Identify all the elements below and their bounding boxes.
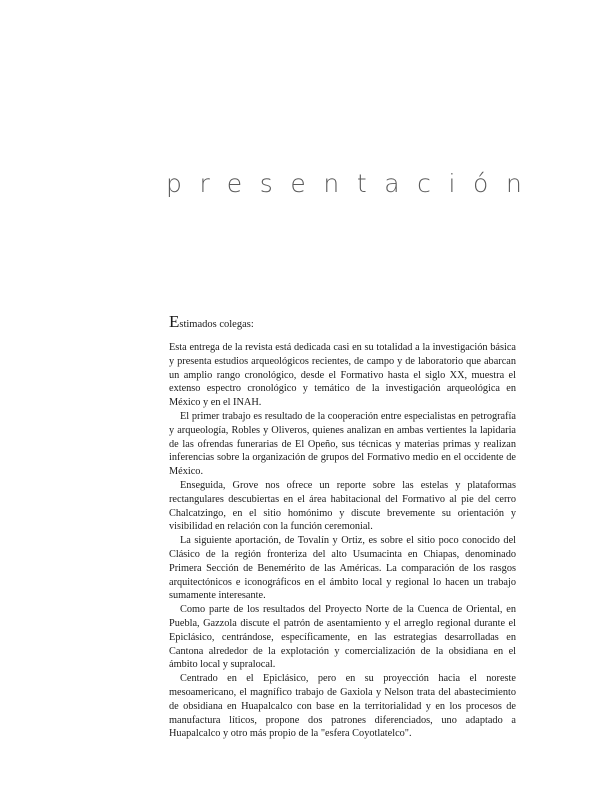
paragraph: Enseguida, Grove nos ofrece un reporte sobre las estelas y plataformas rectangulares descubiertas en el área habitacional del Formativo al pie del cerro Chalcatzingo, en el sitio homónimo y discute brevemente su orientación y visibilidad en relación con la función ceremonial.	[169, 479, 516, 533]
page-title: presentación	[166, 169, 540, 198]
paragraph: La siguiente aportación, de Tovalín y Ortiz, es sobre el sitio poco conocido del Clásico de la región fronteriza del alto Usumacinta en Chiapas, denominado Primera Sección de Benemérito de las Américas. La comparación de los rasgos arquitectónicos e iconográficos en el ámbito local y regional lo hacen un trabajo sumamente interesante.	[169, 535, 516, 602]
salutation	[169, 312, 254, 332]
body-text	[169, 341, 516, 741]
salutation-text: stimados colegas:	[179, 319, 254, 330]
paragraph: Esta entrega de la revista está dedicada casi en su totalidad a la investigación básica y presenta estudios arqueológicos recientes, de campo y de laboratorio que abarcan un amplio rango cronológico, desde el Formativo hasta el siglo XX, muestra el extenso espectro cronológico y temático de la investigación arqueológica en México y en el INAH.	[169, 342, 516, 409]
paragraph: El primer trabajo es resultado de la cooperación entre especialistas en petrografía y arqueología, Robles y Oliveros, quienes analizan en ambas vertientes la lapidaria de las ofrendas funerarias de El Opeño, sus técnicas y materias primas y realizan inferencias sobre la organización de grupos del Formativo medio en el occidente de México.	[169, 410, 516, 478]
paragraph: Centrado en el Epiclásico, pero en su proyección hacia el noreste mesoamericano, el magnífico trabajo de Gaxiola y Nelson trata del abastecimiento de obsidiana en Huapalcalco con base en la territorialidad y en los procesos de manufactura líticos, propone dos patrones diferenciados, uno adaptado a Huapalcalco y otro más propio de la "esfera Coyotlatelco".	[169, 673, 516, 740]
paragraph: Como parte de los resultados del Proyecto Norte de la Cuenca de Oriental, en Puebla, Gazzola discute el patrón de asentamiento y el arreglo regional durante el Epiclásico, centrándose, específicamente, en las estrategias desarrolladas en Cantona alrededor de la explotación y comercialización de la obsidiana en el ámbito local y supralocal.	[169, 604, 516, 671]
salutation-initial: E	[169, 312, 180, 331]
